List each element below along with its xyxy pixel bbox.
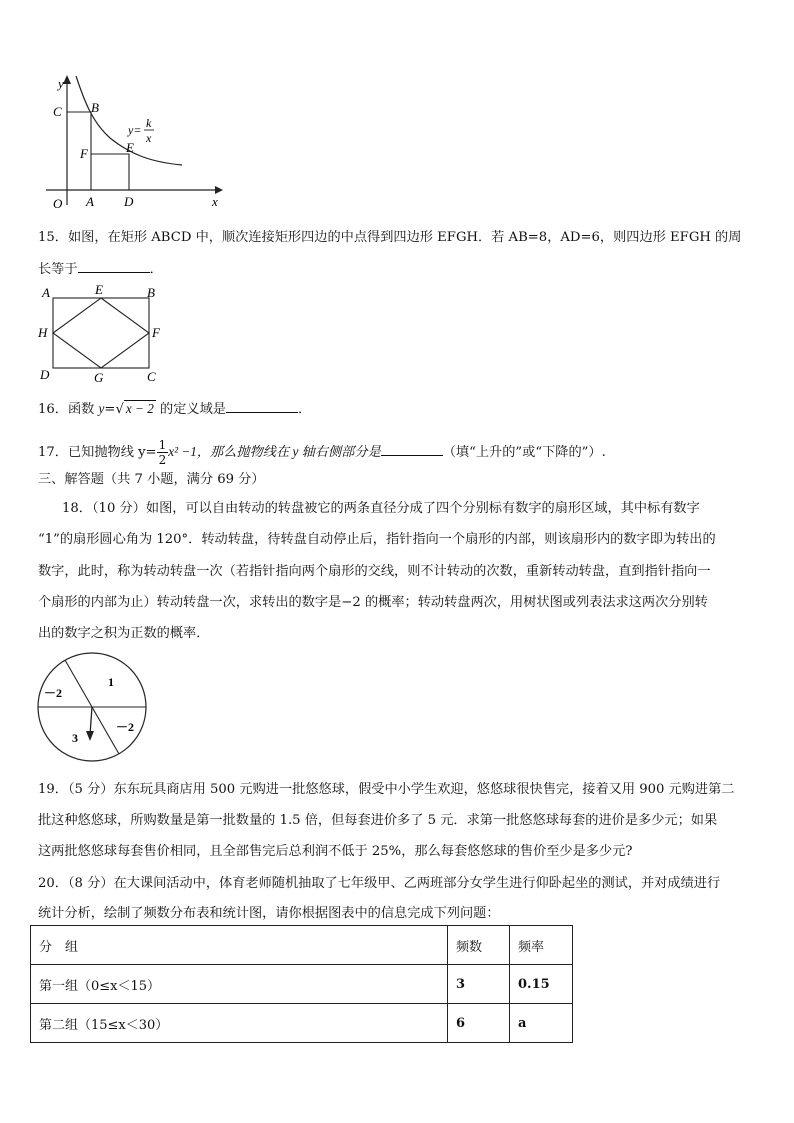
q16-formula-y: y <box>98 401 105 416</box>
q18-line5: 出的数字之积为正数的概率． <box>38 626 210 641</box>
label-D: D <box>124 194 134 209</box>
table-header-row <box>31 926 573 965</box>
q20-line1: 20．（8 分）在大课间活动中，体育老师随机抽取了七年级甲、乙两班部分女学生进行仰卧起坐的测试，并对成绩进行 <box>38 876 721 891</box>
q15-line1: 15．如图，在矩形 ABCD 中，顺次连接矩形四边的中点得到四边形 EFGH．若 AB=8，AD=6，则四边形 EFGH 的周 <box>38 230 742 245</box>
func-num: k <box>146 116 152 130</box>
label-A: A <box>42 285 50 300</box>
table-cell: 第二组（15≤x＜30） <box>31 1004 448 1043</box>
q18-line4: 个扇形的内部为止）转动转盘一次，求转出的数字是−2 的概率；转动转盘两次，用树状图或列表法求这两次分别转 <box>38 595 708 610</box>
q15-line2-end: ． <box>149 262 163 277</box>
table-row <box>31 965 573 1004</box>
sector-3-label: 3 <box>72 731 78 745</box>
q16-answer-blank[interactable] <box>226 398 298 413</box>
q17-prefix: 17．已知抛物线 y= <box>38 445 157 460</box>
q16-end: ． <box>297 402 312 417</box>
table-cell: 0.15 <box>510 965 573 1004</box>
func-lhs: y= <box>128 123 142 137</box>
q17-line <box>38 438 606 467</box>
label-C: C <box>147 369 156 384</box>
label-O: O <box>53 196 63 211</box>
sector-neg2-right-label: －2 <box>116 720 135 734</box>
section3-title: 三、解答题（共 7 小题，满分 69 分） <box>38 472 265 487</box>
q18-line1: 18．（10 分）如图，可以自由转动的转盘被它的两条直径分成了四个分别标有数字的扇形区域，其中标有数字 <box>62 501 700 516</box>
label-x: x <box>212 194 218 209</box>
label-H: H <box>38 325 48 340</box>
q16-suffix: 的定义域是 <box>160 402 226 417</box>
q16-line <box>38 398 311 420</box>
frequency-table <box>30 925 573 1043</box>
y-axis-arrow <box>63 75 71 84</box>
label-F: F <box>152 325 160 340</box>
q16-prefix: 16．函数 <box>38 402 95 417</box>
q17-answer-blank[interactable] <box>381 441 443 456</box>
table-header-group: 分 组 <box>31 926 448 965</box>
label-A: A <box>86 194 94 209</box>
label-B: B <box>91 100 99 115</box>
sector-neg2-left-label: －2 <box>44 686 63 700</box>
label-E: E <box>95 282 103 297</box>
spinner-figure <box>34 650 154 765</box>
q20-line2: 统计分析，绘制了频数分布表和统计图，请你根据图表中的信息完成下列问题： <box>38 906 500 921</box>
label-y: y <box>58 76 64 91</box>
table-cell: 3 <box>448 965 510 1004</box>
table-row <box>31 1004 573 1043</box>
rectangle-efgh-figure <box>32 282 172 387</box>
label-D: D <box>40 367 50 382</box>
label-B: B <box>147 285 155 300</box>
pointer-arrow-icon <box>86 731 94 741</box>
label-G: G <box>94 370 104 385</box>
q15-line2-text: 长等于 <box>38 262 78 277</box>
hyperbola-graph <box>40 70 230 215</box>
spinner-pointer <box>90 707 92 735</box>
table-cell: a <box>510 1004 573 1043</box>
q19-line1: 19．（5 分）东东玩具商店用 500 元购进一批悠悠球，假受中小学生欢迎，悠悠球很快售完，接着又用 900 元购进第二 <box>38 782 735 797</box>
x-axis-arrow <box>215 186 223 194</box>
q19-line3: 这两批悠悠球每套售价相同，且全部售完后总利润不低于 25%，那么每套悠悠球的售价至少是多少元? <box>38 844 633 859</box>
q17-suffix: （填“上升的”或“下降的”）. <box>442 445 606 460</box>
q18-line2: “1”的扇形圆心角为 120°．转动转盘，待转盘自动停止后，指针指向一个扇形的内部，则该扇形内的数字即为转出的 <box>38 532 716 547</box>
q16-formula-eq: = <box>104 402 116 417</box>
q17-fraction <box>157 438 169 467</box>
q18-line3: 数字，此时，称为转动转盘一次（若指针指向两个扇形的交线，则不计转动的次数，重新转动转盘，直到指针指向一 <box>38 564 711 579</box>
table-header-count: 频数 <box>448 926 510 965</box>
label-F: F <box>80 146 88 161</box>
rect-ABCD <box>53 298 149 368</box>
q19-line2: 批这种悠悠球，所购数量是第一批数量的 1.5 倍，但每套进价多了 5 元．求第一批悠悠球每套的进价是多少元；如果 <box>38 813 718 828</box>
table-cell: 第一组（0≤x＜15） <box>31 965 448 1004</box>
table-header-frequency: 频率 <box>510 926 573 965</box>
q16-radicand: x − 2 <box>125 401 154 416</box>
quad-EFGH <box>53 298 149 368</box>
q15-answer-blank[interactable] <box>78 258 150 273</box>
label-E: E <box>126 140 134 155</box>
table-cell: 6 <box>448 1004 510 1043</box>
sqrt-icon: √ <box>115 402 124 417</box>
q17-frac-den: 2 <box>158 453 167 467</box>
q17-after-frac: x² −1，那么抛物线在 y 轴右侧部分是 <box>168 444 381 459</box>
q17-frac-num: 1 <box>158 438 167 452</box>
label-C: C <box>53 104 62 119</box>
func-den: x <box>146 131 152 145</box>
q15-line2 <box>38 258 163 280</box>
sector-1-label: 1 <box>108 675 114 689</box>
rect-ADEF <box>91 154 129 190</box>
